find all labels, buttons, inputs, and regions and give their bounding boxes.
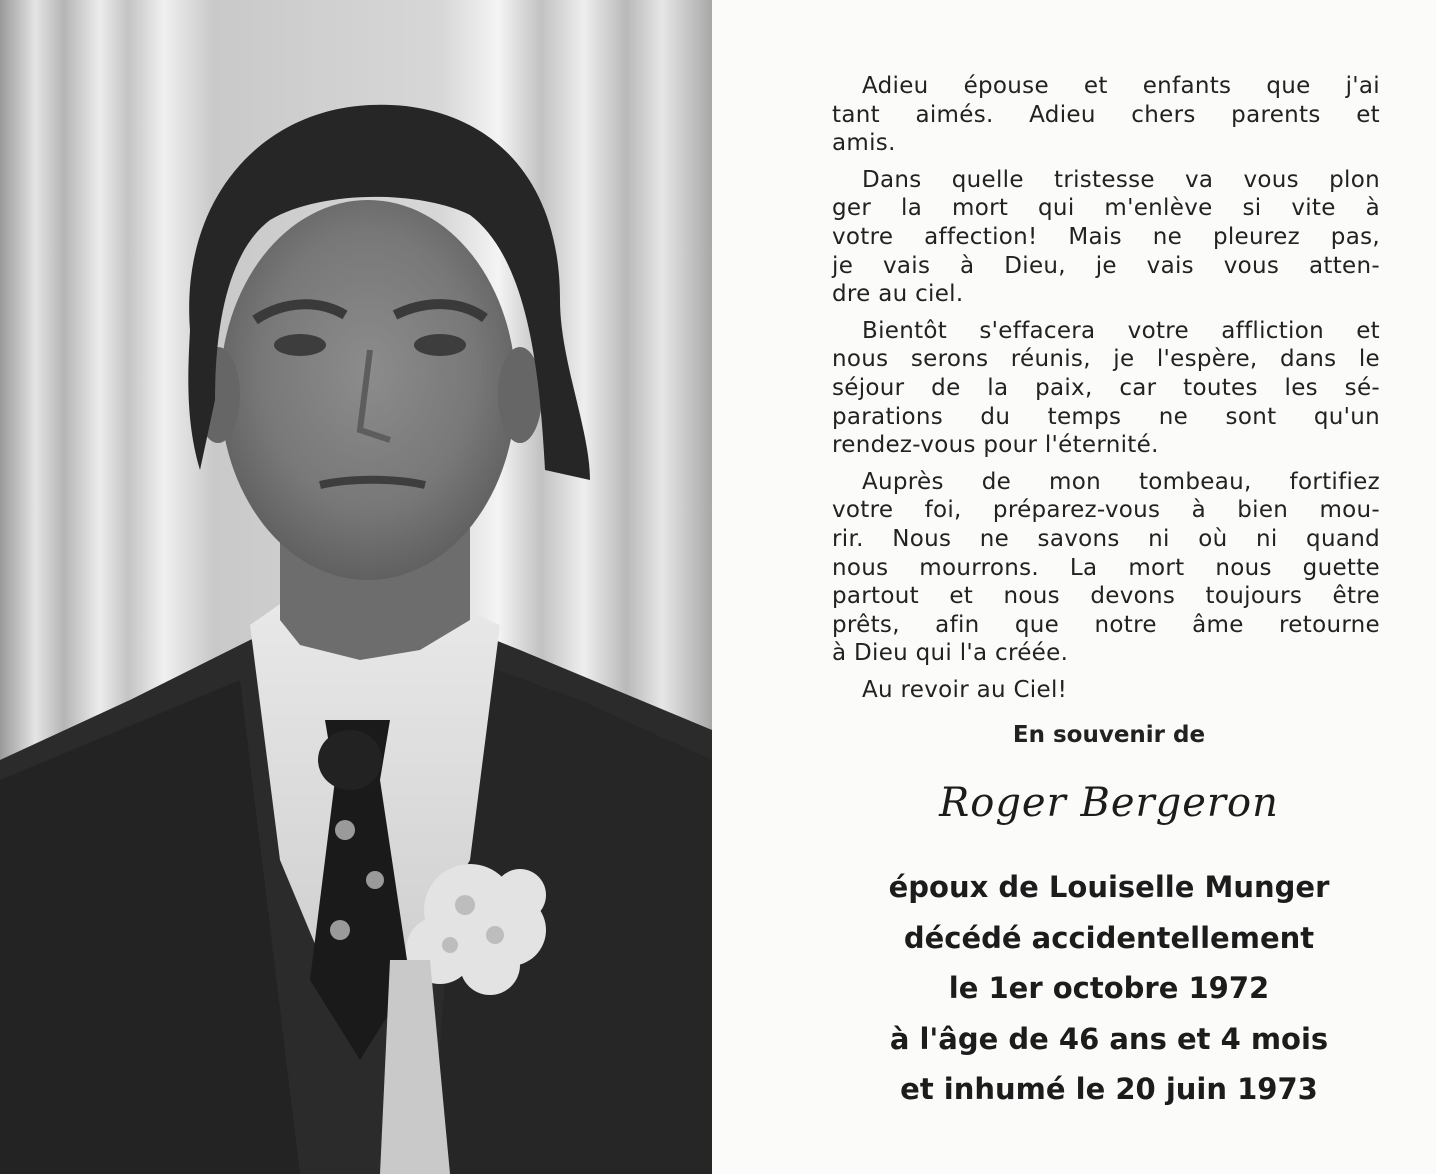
verse-line: dre au ciel. <box>832 281 964 308</box>
death-date-line: le 1er octobre 1972 <box>948 971 1270 1005</box>
verse-3 <box>832 317 1380 460</box>
memorial-card-text <box>712 0 1436 1174</box>
verse-line: Auprès de mon tombeau, fortifiez <box>862 468 1380 495</box>
verse-1 <box>832 72 1380 158</box>
verse-line: Dans quelle tristesse va vous plon <box>862 166 1380 193</box>
verse-line: parations du temps ne sont qu'un <box>832 403 1380 430</box>
verse-line: Bientôt s'effacera votre affliction et <box>862 317 1380 344</box>
spouse-line: époux de Louiselle Munger <box>888 870 1330 904</box>
verse-line: à Dieu qui l'a créée. <box>832 640 1069 667</box>
poem <box>832 72 1380 704</box>
verse-line: nous mourrons. La mort nous guette <box>832 554 1380 581</box>
portrait-photo <box>0 0 712 1174</box>
verse-2 <box>832 166 1380 309</box>
verse-line: partout et nous devons toujours être <box>832 583 1380 610</box>
closing-line: Au revoir au Ciel! <box>862 676 1068 703</box>
age-line: à l'âge de 46 ans et 4 mois <box>889 1021 1329 1056</box>
verse-line: tant aimés. Adieu chers parents et <box>832 101 1380 128</box>
death-details <box>712 862 1436 1115</box>
verse-line: Adieu épouse et enfants que j'ai <box>862 73 1380 99</box>
verse-line: votre affection! Mais ne pleurez pas, <box>832 223 1380 250</box>
verse-line: votre foi, préparez-vous à bien mou- <box>832 497 1380 524</box>
verse-line: rir. Nous ne savons ni où ni quand <box>832 525 1380 552</box>
deceased-name: Roger Bergeron <box>939 780 1279 826</box>
verse-line: prêts, afin que notre âme retourne <box>832 611 1380 638</box>
souvenir-heading: En souvenir de <box>1012 722 1206 748</box>
verse-line: amis. <box>832 130 896 157</box>
verse-line: je vais à Dieu, je vais vous atten- <box>832 252 1380 279</box>
death-cause-line: décédé accidentellement <box>903 920 1315 955</box>
verse-line: ger la mort qui m'enlève si vite à <box>832 195 1380 222</box>
burial-line: et inhumé le 20 juin 1973 <box>900 1072 1318 1106</box>
verse-line: nous serons réunis, je l'espère, dans le <box>832 346 1380 373</box>
verse-4 <box>832 468 1380 668</box>
verse-line: séjour de la paix, car toutes les sé- <box>832 374 1380 401</box>
verse-line: rendez-vous pour l'éternité. <box>832 432 1159 459</box>
